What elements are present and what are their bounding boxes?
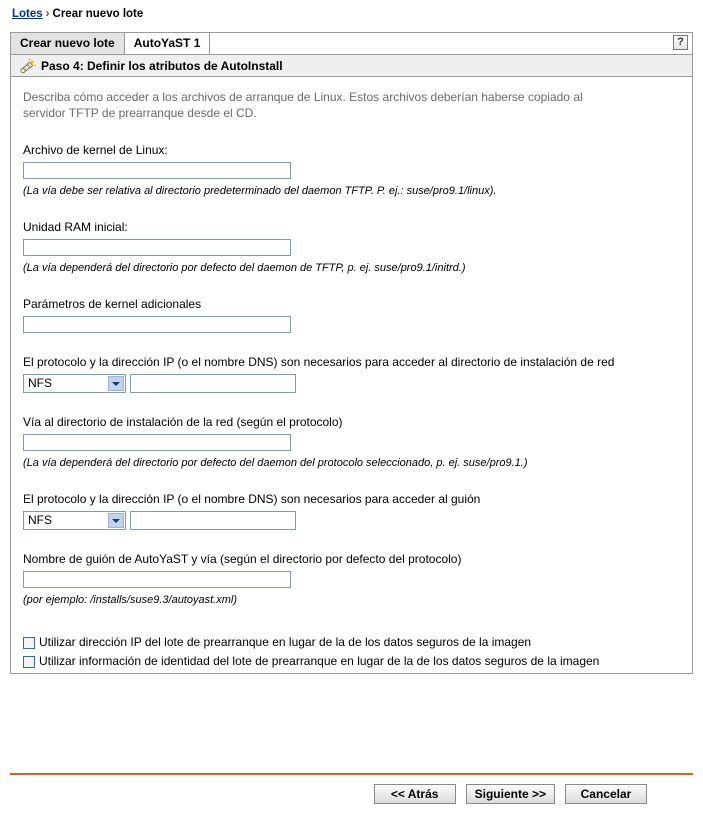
tab-crear-nuevo-lote[interactable] [11, 33, 125, 54]
tab-autoyast-1[interactable] [125, 33, 211, 54]
footer-button-row [0, 775, 703, 804]
chevron-down-icon[interactable] [108, 376, 124, 391]
checkbox-group [23, 635, 680, 669]
tab-label: AutoYaST 1 [133, 36, 201, 50]
script-address-input[interactable] [130, 511, 296, 530]
tab-filler [210, 33, 673, 54]
script-path-input[interactable] [23, 571, 291, 588]
checkbox-row-use-ip[interactable] [23, 635, 680, 650]
checkbox-use-ip-label: Utilizar dirección IP del lote de prearranque en lugar de la de los datos seguros de la imagen [39, 635, 532, 649]
script-protocol-select[interactable] [23, 511, 126, 530]
next-button[interactable]: Siguiente >> [466, 784, 555, 804]
checkbox-use-identity-label: Utilizar información de identidad del lote de prearranque en lugar de la de los datos seguros de la imagen [39, 654, 600, 668]
tab-strip [11, 33, 692, 55]
footer [0, 773, 703, 821]
breadcrumb-separator-icon: › [45, 8, 50, 20]
install-path-input[interactable] [23, 434, 291, 451]
install-protocol-value: NFS [28, 376, 52, 390]
wizard-panel [10, 32, 693, 674]
install-address-input[interactable] [130, 374, 296, 393]
magic-wand-icon [18, 58, 36, 74]
initrd-input[interactable] [23, 239, 291, 256]
cancel-button[interactable]: Cancelar [565, 784, 647, 804]
label-script-protocol: El protocolo y la dirección IP (o el nombre DNS) son necesarios para acceder al guión [23, 492, 481, 506]
back-button[interactable]: << Atrás [374, 784, 456, 804]
kernel-file-input[interactable] [23, 162, 291, 179]
checkbox-use-ip[interactable] [23, 637, 35, 649]
breadcrumb [0, 0, 703, 26]
label-initrd: Unidad RAM inicial: [23, 220, 128, 234]
label-script-path: Nombre de guión de AutoYaST y vía (según el directorio por defecto del protocolo) [23, 552, 462, 566]
label-install-path: Vía al directorio de instalación de la red (según el protocolo) [23, 415, 343, 429]
hint-kernel-file: (La vía debe ser relativa al directorio predeterminado del daemon TFTP. P. ej.: suse/pro9.1/linux). [23, 185, 497, 197]
breadcrumb-link-lotes[interactable]: Lotes [12, 8, 43, 20]
hint-install-path: (La vía dependerá del directorio por defecto del daemon del protocolo seleccionado, p. ej. suse/pro9.1.) [23, 457, 528, 469]
step-header [11, 55, 692, 77]
script-protocol-row [23, 511, 680, 530]
label-kernel-params: Parámetros de kernel adicionales [23, 297, 202, 311]
checkbox-use-identity[interactable] [23, 656, 35, 668]
form-content [11, 89, 692, 669]
script-protocol-value: NFS [28, 513, 52, 527]
intro-text: Describa cómo acceder a los archivos de arranque de Linux. Estos archivos deberían haberse copiado al servidor TFTP de prearranque desde el CD. [23, 90, 583, 120]
tab-label: Crear nuevo lote [20, 36, 115, 50]
install-protocol-select[interactable] [23, 374, 126, 393]
breadcrumb-current: Crear nuevo lote [52, 8, 144, 20]
hint-initrd: (La vía dependerá del directorio por defecto del daemon de TFTP, p. ej. suse/pro9.1/initrd.) [23, 262, 466, 274]
hint-script-path: (por ejemplo: /installs/suse9.3/autoyast.xml) [23, 594, 237, 606]
label-install-protocol: El protocolo y la dirección IP (o el nombre DNS) son necesarios para acceder al directorio de instalación de red [23, 355, 615, 369]
chevron-down-icon[interactable] [108, 513, 124, 528]
kernel-params-input[interactable] [23, 316, 291, 333]
step-title: Paso 4: Definir los atributos de AutoInstall [41, 58, 283, 73]
checkbox-row-use-identity[interactable] [23, 654, 680, 669]
install-protocol-row [23, 374, 680, 393]
label-kernel-file: Archivo de kernel de Linux: [23, 143, 168, 157]
help-button[interactable]: ? [673, 35, 688, 50]
